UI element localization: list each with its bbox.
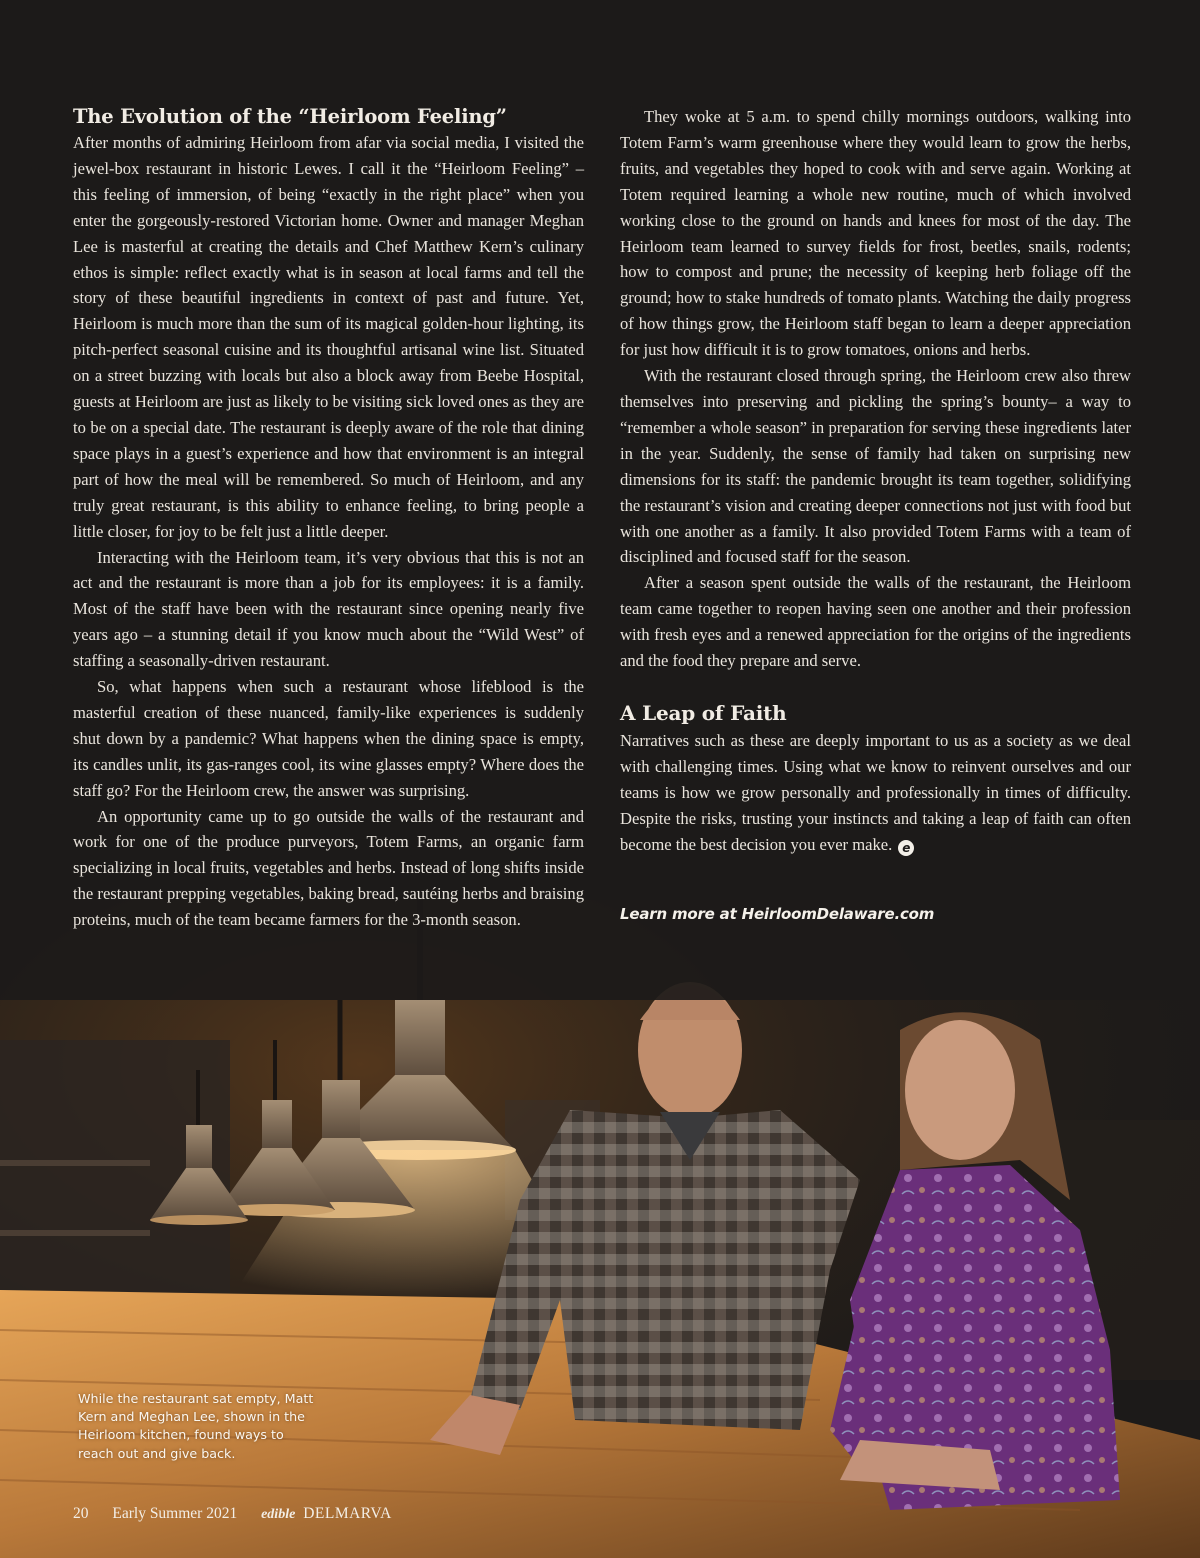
body-paragraph: An opportunity came up to go outside the walls of the restaurant and work for one of the produce purveyors, Totem Farms, an organic farm specializing in local fruits, vegetables and herbs. Instead of long shifts inside the restaurant prepping vegetables, baking bread, sautéing herbs and braising proteins, much of the team became farmers for the 3-month season. xyxy=(73,806,585,930)
right-column xyxy=(620,104,1131,857)
body-paragraph: So, what happens when such a restaurant whose lifeblood is the masterful creation of these nuanced, family-like experiences is suddenly shut down by a pandemic? What happens when the dining space is empty, its candles unlit, its gas-ranges cool, its wine glasses empty? Where does the staff go? For the Heirloom crew, the answer was surprising. xyxy=(73,677,584,800)
closing-paragraph xyxy=(620,728,1131,858)
magazine-prefix: edible xyxy=(261,1507,296,1522)
magazine-name: DELMARVA xyxy=(303,1505,392,1522)
body-paragraph: Interacting with the Heirloom team, it’s very obvious that this is not an act and the restaurant is more than a job for its employees: it is a family. Most of the staff have been with the restaurant since opening nearly five years ago – a stunning detail if you know much about the “Wild West” of staffing a seasonally-driven restaurant. xyxy=(73,547,584,671)
photo-caption: While the restaurant sat empty, Matt Kern and Meghan Lee, shown in the Heirloom kitchen, found ways to reach out and give back. xyxy=(78,1391,314,1461)
body-paragraph: They woke at 5 a.m. to spend chilly mornings outdoors, walking into Totem Farm’s warm greenhouse where they would learn to grow the herbs, fruits, and vegetables they hoped to cook with and serve again. Working at Totem required learning a whole new routine, much of which involved working close to the ground on hands and knees for most of the day. The Heirloom team learned to survey fields for frost, beetles, snails, rodents; how to compost and prune; the necessity of keeping herb foliage off the ground; how to stake hundreds of tomato plants. Watching the daily progress of how things grow, the Heirloom staff began to learn a deeper appreciation for just how difficult it is to grow tomatoes, onions and herbs. xyxy=(620,107,1131,360)
page-number: 20 xyxy=(73,1505,89,1522)
body-paragraph: After months of admiring Heirloom from afar via social media, I visited the jewel-box restaurant in historic Lewes. I call it the “Heirloom Feeling” – this feeling of immersion, of being “exactly in the right place” when you enter the gorgeously-restored Victorian home. Owner and manager Meghan Lee is masterful at creating the details and Chef Matthew Kern’s culinary ethos is simple: reflect exactly what is in season at local farms and tell the story of these beautiful ingredients in context of past and future. Yet, Heirloom is much more than the sum of its magical golden-hour lighting, its pitch-perfect seasonal cuisine and its thoughtful artisanal wine list. Situated on a street buzzing with locals but also a block away from Beebe Hospital, guests at Heirloom are just as likely to be visiting sick loved ones as they are to be on a special date. The restaurant is deeply aware of the role that dining space plays in a guest’s experience and how that environment is an integral part of how the meal will be remembered. So much of Heirloom, and any truly great restaurant, is this ability to enhance feeling, to bring people a little closer, for joy to be felt just a little deeper. xyxy=(73,133,584,541)
left-column xyxy=(73,104,584,933)
issue-label: Early Summer 2021 xyxy=(112,1505,238,1522)
edible-end-mark-icon: e xyxy=(898,840,914,856)
section-heading-leap-of-faith: A Leap of Faith xyxy=(620,700,787,725)
page-footer xyxy=(73,1505,392,1523)
closing-text: Narratives such as these are deeply important to us as a society as we deal with challenging times. Using what we know to reinvent ourselves and our teams is how we grow personally and professionally in times of difficulty. Despite the risks, trusting your instincts and taking a leap of faith can often become the best decision you ever make. xyxy=(620,730,1131,854)
body-paragraph: After a season spent outside the walls of the restaurant, the Heirloom team came together to reopen having seen one another and their profession with fresh eyes and a renewed appreciation for the origins of the ingredients and the food they prepare and serve. xyxy=(620,573,1131,671)
section-heading-evolution: The Evolution of the “Heirloom Feeling” xyxy=(73,105,507,128)
learn-more-link[interactable]: Learn more at HeirloomDelaware.com xyxy=(620,905,935,923)
body-paragraph: With the restaurant closed through spring, the Heirloom crew also threw themselves into preserving and pickling the spring’s bounty– a way to “remember a whole season” in preparation for serving these ingredients later in the year. Suddenly, the sense of family had taken on surprising new dimensions for its staff: the pandemic brought its team together, solidifying the restaurant’s vision and creating deeper connections not just with food but with one another as a family. It also provided Totem Farms with a team of disciplined and focused staff for the season. xyxy=(620,366,1131,567)
